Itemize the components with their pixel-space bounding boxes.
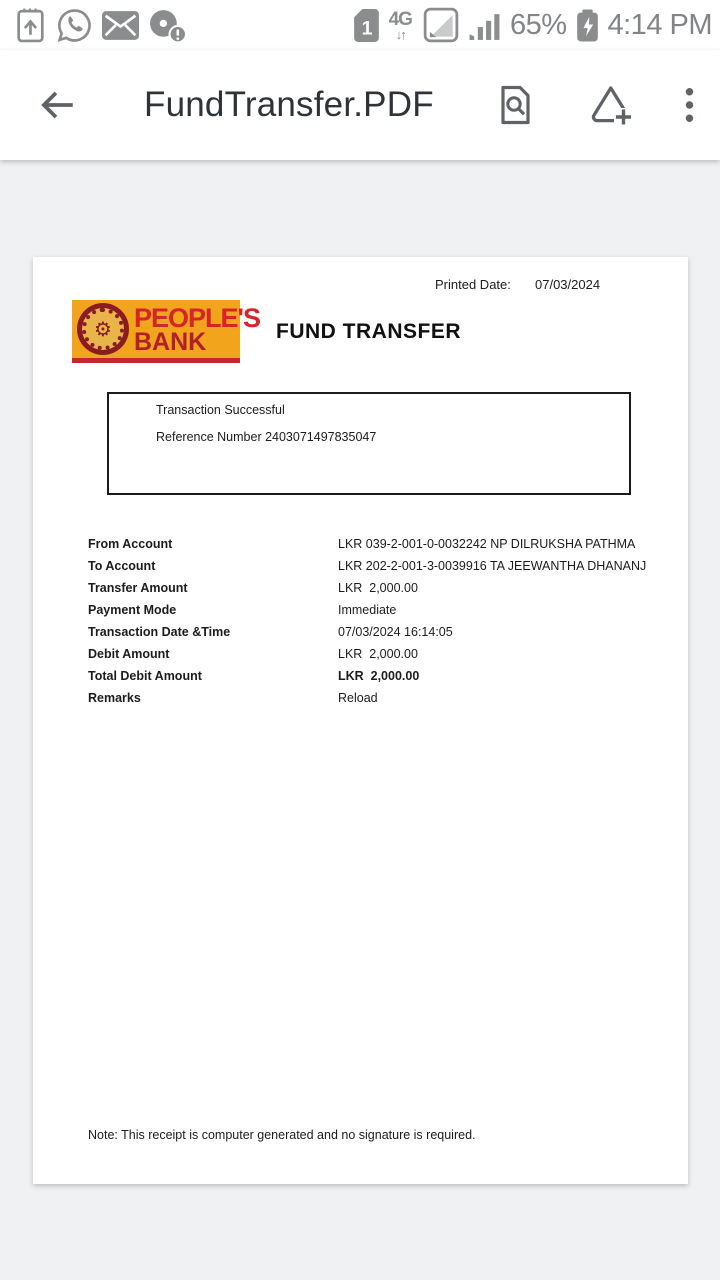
battery-charging-icon: [576, 9, 599, 42]
field-row: [88, 621, 658, 643]
field-row: [88, 577, 658, 599]
field-label: Payment Mode: [88, 603, 177, 617]
share-file-icon: [16, 7, 47, 44]
back-arrow-icon[interactable]: [36, 84, 78, 126]
field-row: [88, 687, 658, 709]
notification-icons: [16, 7, 187, 44]
field-value: LKR 039-2-001-0-0032242 NP DILRUKSHA PATHMA: [338, 537, 636, 551]
clock-label: 4:14 PM: [607, 8, 712, 41]
gear-icon: ⚙: [94, 317, 112, 341]
transaction-status-box: [107, 392, 631, 495]
receipt-title: FUND TRANSFER: [276, 320, 461, 343]
bank-logo-text: [134, 303, 260, 356]
mail-icon: [102, 11, 139, 40]
fields-list: [88, 533, 658, 709]
bank-name-line1: PEOPLE'S: [134, 303, 260, 334]
overflow-menu-icon[interactable]: [685, 87, 694, 123]
field-value: LKR 2,000.00: [338, 669, 420, 683]
field-label: From Account: [88, 537, 173, 551]
field-row: [88, 555, 658, 577]
field-row: [88, 533, 658, 555]
transaction-status-text: Transaction Successful: [156, 403, 285, 417]
app-bar: [0, 50, 720, 160]
field-label: Transfer Amount: [88, 581, 188, 595]
data-arrows-icon: ↓↑: [395, 26, 405, 42]
pdf-page: [33, 257, 688, 1184]
field-row: [88, 599, 658, 621]
sim2-signal-icon: [423, 7, 459, 43]
network-type-indicator: [389, 10, 412, 41]
field-value: Reload: [338, 691, 378, 705]
battery-percent-label: 65%: [509, 8, 567, 41]
field-label: Transaction Date &Time: [88, 625, 231, 639]
printed-date-value: 07/03/2024: [535, 277, 601, 292]
status-bar: [0, 0, 720, 50]
whatsapp-icon: [56, 7, 93, 44]
field-value: LKR 202-2-001-3-0039916 TA JEEWANTHA DHANANJ: [338, 559, 647, 573]
field-value: Immediate: [338, 603, 397, 617]
app-bar-actions: [495, 84, 694, 127]
pdf-viewer-canvas[interactable]: [0, 160, 720, 1280]
field-label: To Account: [88, 559, 156, 573]
peoples-bank-logo: [72, 300, 260, 363]
field-value: LKR 2,000.00: [338, 581, 418, 595]
bank-name-line2: BANK: [134, 327, 207, 356]
find-in-page-icon[interactable]: [495, 84, 535, 126]
field-value: 07/03/2024 16:14:05: [338, 625, 453, 639]
field-label: Total Debit Amount: [88, 669, 202, 683]
receipt-footer-note: Note: This receipt is computer generated and no signature is required.: [88, 1128, 476, 1142]
field-label: Remarks: [88, 691, 141, 705]
field-row: [88, 643, 658, 665]
signal-strength-icon: [468, 10, 501, 41]
network-type-label: 4G: [388, 8, 412, 30]
bank-emblem-icon: [77, 303, 129, 355]
printed-date-label: Printed Date:: [435, 277, 511, 292]
svg-text:1: 1: [361, 16, 373, 39]
field-label: Debit Amount: [88, 647, 170, 661]
field-row: [88, 665, 658, 687]
reference-number-text: Reference Number 2403071497835047: [156, 430, 377, 444]
field-value: LKR 2,000.00: [338, 647, 418, 661]
add-to-drive-icon[interactable]: [587, 84, 633, 127]
disc-alert-icon: [148, 8, 187, 43]
sim-card-icon: [353, 8, 380, 43]
document-title: FundTransfer.PDF: [144, 85, 434, 124]
system-status-icons: [353, 7, 712, 43]
